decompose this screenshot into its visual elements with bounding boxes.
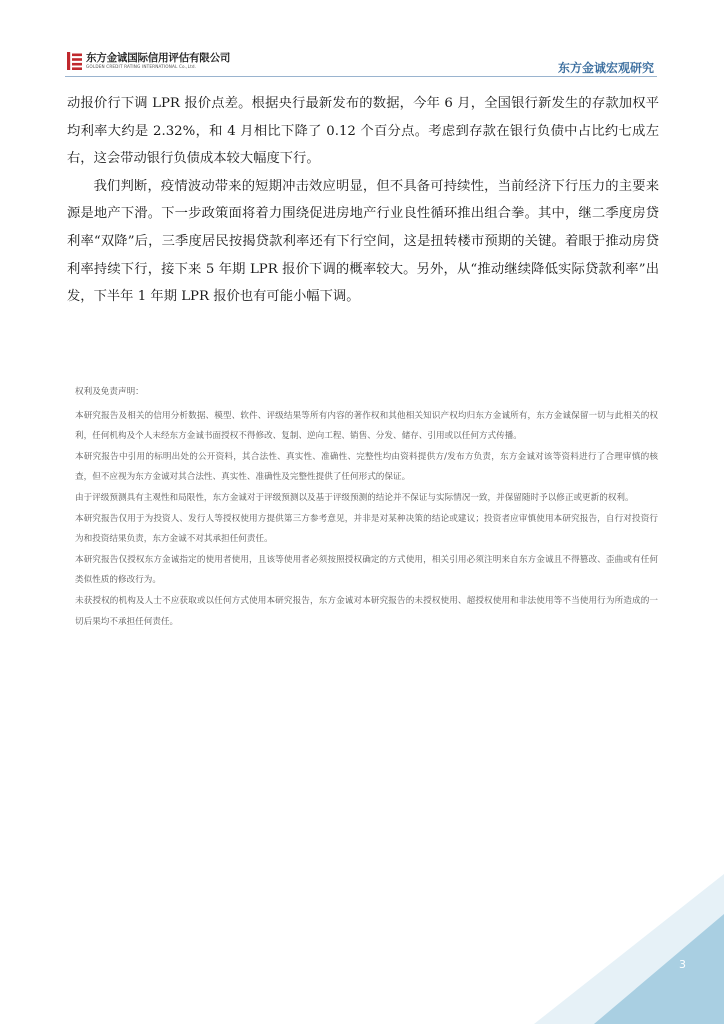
body-paragraph: 我们判断，疫情波动带来的短期冲击效应明显，但不具备可持续性，当前经济下行压力的主要来源是地产下滑。下一步政策面将着力围绕促进房地产行业良性循环推出组合拳。其中，继二季度房贷利率“双降”后，三季度居民按揭贷款利率还有下行空间，这是扭转楼市预期的关键。着眼于推动房贷利率持续下行，接下来 5 年期 LPR 报价下调的概率较大。另外，从“推动继续降低实际贷款利率”出发，下半年 1 年期 LPR 报价也有可能小幅下调。 [67,178,659,305]
report-body [67,90,659,311]
disclaimer-paragraph: 本研究报告及相关的信用分析数据、模型、软件、评级结果等所有内容的著作权和其他相关知识产权均归东方金诚所有，东方金诚保留一切与此相关的权利，任何机构及个人未经东方金诚书面授权不得修改、复制、逆向工程、销售、分发、储存、引用或以任何方式传播。 [75,410,658,442]
disclaimer-paragraph: 未获授权的机构及人士不应获取或以任何方式使用本研究报告，东方金诚对本研究报告的未授权使用、超授权使用和非法使用等不当使用行为所造成的一切后果均不承担任何责任。 [75,595,658,627]
page-header [0,0,724,90]
company-name-en: GOLDEN CREDIT RATING INTERNATIONAL Co.,Ltd. [86,64,197,69]
report-series-title: 东方金诚宏观研究 [557,61,654,75]
company-name-cn: 东方金诚国际信用评估有限公司 [86,52,231,64]
disclaimer-paragraph: 由于评级预测具有主观性和局限性，东方金诚对于评级预测以及基于评级预测的结论并不保证与实际情况一致，并保留随时予以修正或更新的权利。 [75,492,634,503]
body-paragraph: 动报价行下调 LPR 报价点差。根据央行最新发布的数据，今年 6 月，全国银行新发生的存款加权平均利率大约是 2.32%，和 4 月相比下降了 0.12 个百分点。考虑到存款在银行负债中占比约七成左右，这会带动银行负债成本较大幅度下行。 [67,96,659,167]
disclaimer-paragraph: 本研究报告仅授权东方金诚指定的使用者使用，且该等使用者必须按照授权确定的方式使用，相关引用必须注明来自东方金诚且不得篡改、歪曲或有任何类似性质的修改行为。 [75,554,658,586]
disclaimer-title: 权利及免责声明： [75,387,144,397]
company-logo-icon [67,52,82,70]
disclaimer-paragraph: 本研究报告仅用于为投资人、发行人等授权使用方提供第三方参考意见，并非是对某种决策的结论或建议；投资者应审慎使用本研究报告，自行对投资行为和投资结果负责，东方金诚不对其承担任何责任。 [75,513,658,545]
disclaimer-section [75,382,658,632]
header-divider [65,76,657,77]
disclaimer-paragraph: 本研究报告中引用的标明出处的公开资料，其合法性、真实性、准确性、完整性均由资料提供方/发布方负责，东方金诚对该等资料进行了合理审慎的核查，但不应视为东方金诚对其合法性、真实性、准确性及完整性提供了任何形式的保证。 [75,451,658,483]
corner-decoration [534,874,724,1024]
page-number: 3 [679,958,686,971]
